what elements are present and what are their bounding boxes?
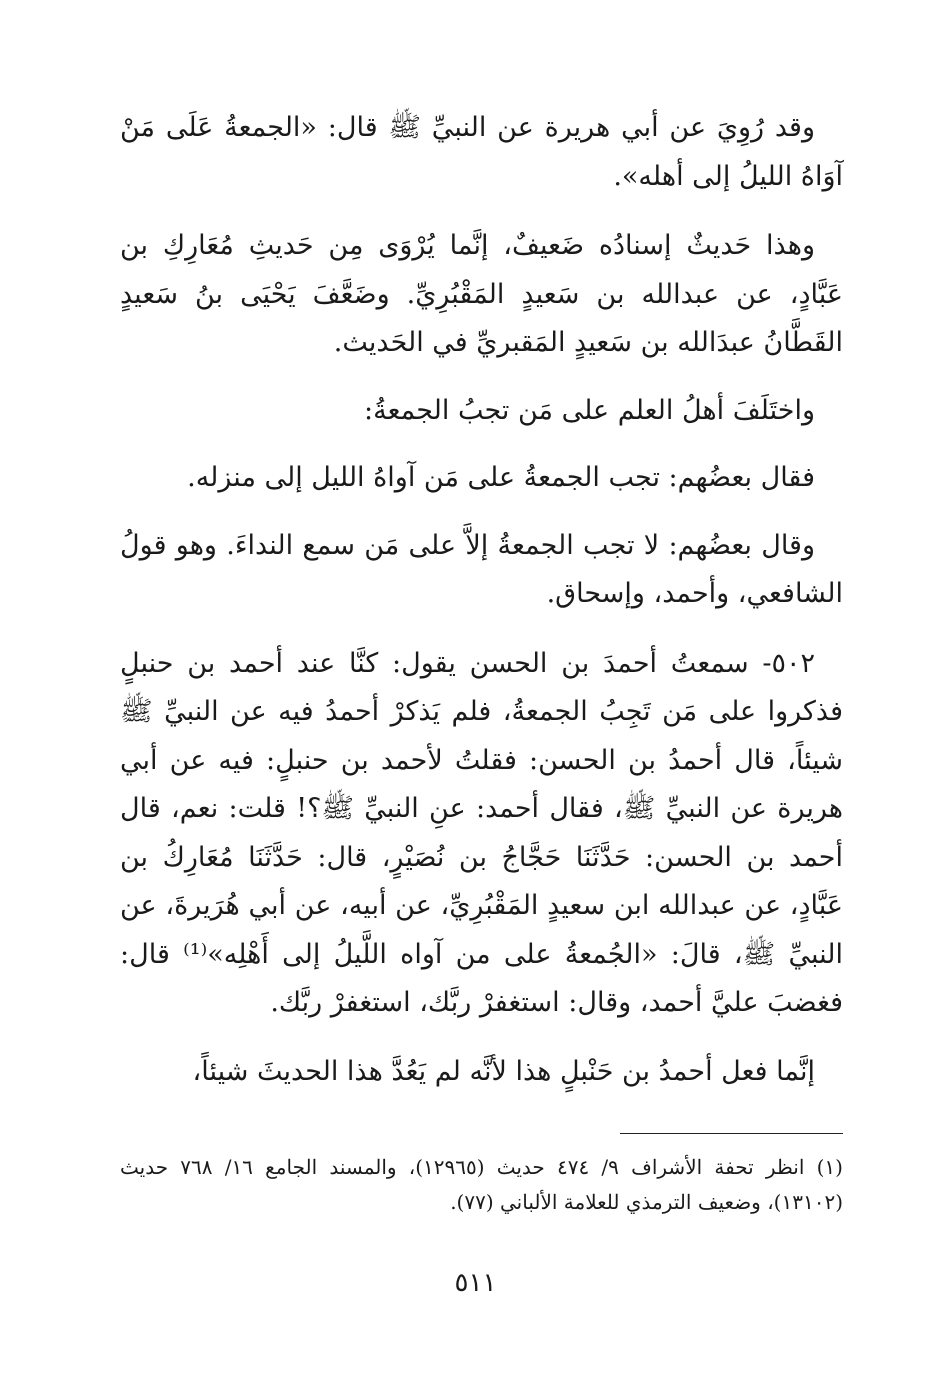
footnote-1: (١) انظر تحفة الأشراف ٩/ ٤٧٤ حديث (١٢٩٦٥)، والمسند الجامع ١٦/ ٧٦٨ حديث (١٣١٠٢)، وضعيف الترمذي للعلامة الألباني (٧٧).	[120, 1155, 843, 1214]
hadith-502: ٥٠٢- سمعتُ أحمدَ بن الحسن يقول: كنَّا عند أحمد بن حنبلٍ فذكروا على مَن تَجِبُ الجمعةُ، فلم يَذكرْ أحمدُ فيه عن النبيِّ ﷺ شيئاً، قال أحمدُ بن الحسن: فقلتُ لأحمد بن حنبلٍ: فيه عن أبي هريرة عن النبيِّ ﷺ، فقال أحمد: عنِ النبيِّ ﷺ؟! قلت: نعم، قال أحمد بن الحسن: حَدَّثَنَا حَجَّاجُ بن نُصَيْرٍ، قال: حَدَّثَنَا مُعَارِكُ بن عَبَّادٍ، عن عبدالله ابن سعيدٍ المَقْبُرِيِّ، عن أبيه، عن أبي هُرَيرةَ، عن النبيِّ ﷺ، قالَ: «الجُمعةُ على من آواه اللَّيلُ إلى أَهْلِه»⁽¹⁾ قال: فغضبَ عليَّ أحمد، وقال: استغفرْ ربَّك، استغفرْ ربَّك.	[120, 647, 843, 1018]
paragraph-7: إنَّما فعل أحمدُ بن حَنْبلٍ هذا لأنَّه لم يَعُدَّ هذا الحديثَ شيئاً،	[192, 1055, 815, 1087]
paragraph-2: وهذا حَديثٌ إسنادُه ضَعيفٌ، إنَّما يُرْوَى مِن حَديثِ مُعَارِكِ بن عَبَّادٍ، عن عبدالله بن سَعيدٍ المَقْبُرِيِّ. وضَعَّفَ يَحْيَى بنُ سَعيدٍ القَطَّانُ عبدَالله بن سَعيدٍ المَقبريِّ في الحَديث.	[120, 230, 843, 358]
paragraph-4: فقال بعضُهم: تجب الجمعةُ على مَن آواهُ الليل إلى منزله.	[187, 462, 815, 493]
paragraph-5: وقال بعضُهم: لا تجب الجمعةُ إلاَّ على مَن سمع النداءَ. وهو قولُ الشافعي، وأحمد، وإسحاق.	[120, 529, 843, 609]
footnote-divider	[620, 1133, 843, 1134]
paragraph-3: واختَلَفَ أهلُ العلم على مَن تجبُ الجمعةُ:	[364, 394, 815, 426]
footnotes	[120, 1150, 843, 1220]
paragraph-1: وقد رُوِيَ عن أبي هريرة عن النبيِّ ﷺ قال: «الجمعةُ عَلَى مَنْ آوَاهُ الليلُ إلى أهله».	[120, 112, 843, 192]
page-number: ٥١١	[454, 1268, 497, 1298]
main-text	[120, 104, 843, 1096]
